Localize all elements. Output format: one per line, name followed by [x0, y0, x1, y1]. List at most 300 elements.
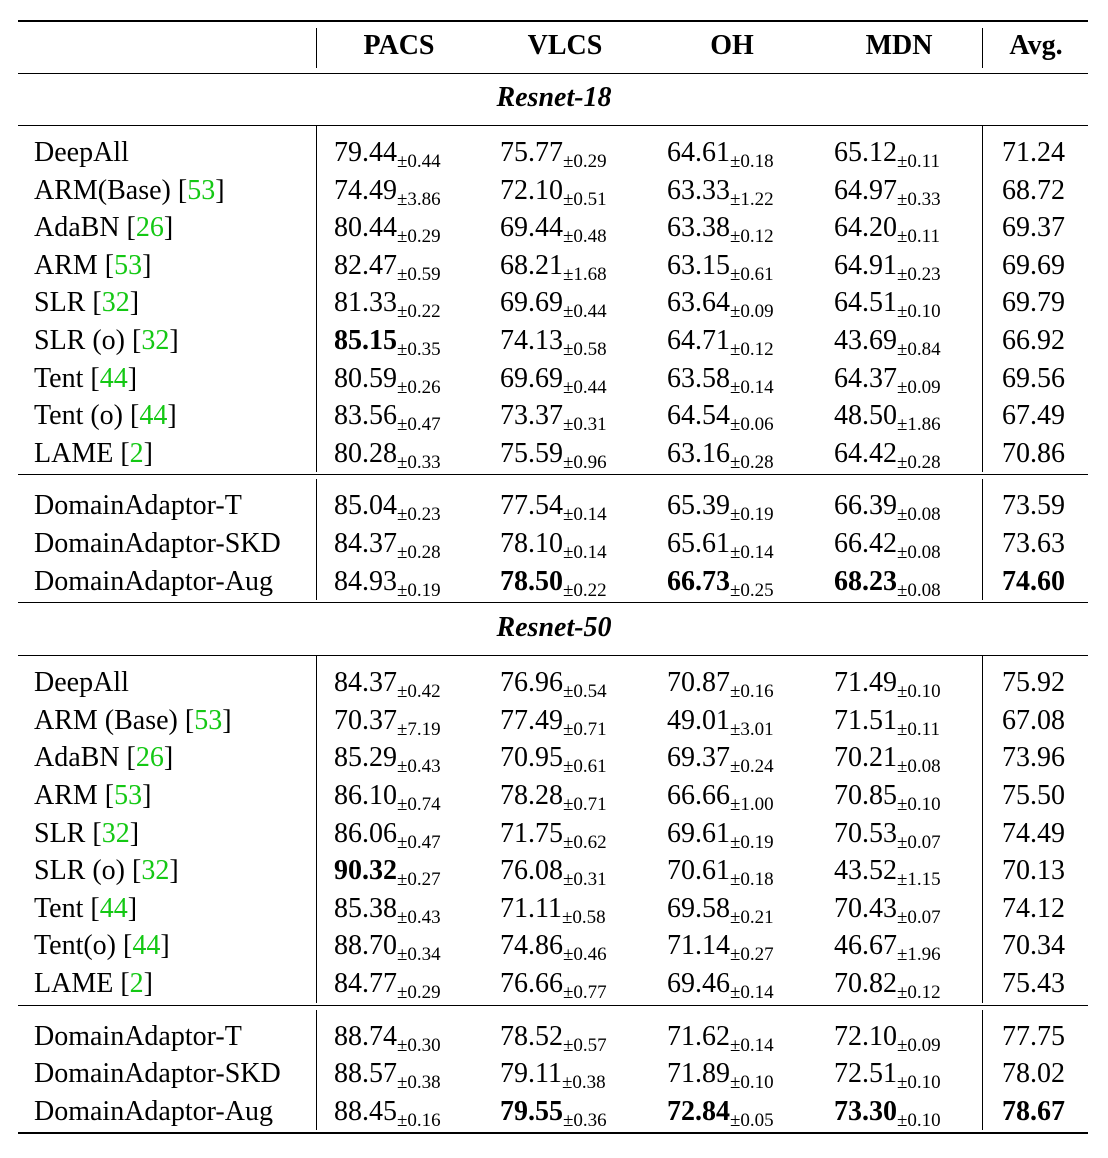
std-dev: ±0.16: [730, 681, 774, 703]
value: 80.44: [334, 212, 397, 244]
cell-avg: 69.79: [1002, 287, 1065, 319]
cell-vlcs: [500, 815, 607, 856]
citation-link[interactable]: 44: [139, 400, 168, 432]
std-dev: ±0.58: [563, 339, 607, 360]
value: 63.16: [667, 437, 730, 469]
cell-avg: 68.72: [1002, 174, 1065, 206]
value: 82.47: [334, 249, 397, 281]
cell-mdn: [834, 927, 941, 968]
std-dev: ±1.15: [897, 869, 941, 891]
std-dev: ±0.74: [397, 794, 441, 815]
cell-oh: [667, 284, 774, 325]
cell-pacs: [334, 322, 441, 363]
value: 68.21: [500, 249, 563, 281]
std-dev: ±0.84: [897, 339, 941, 360]
std-dev: ±0.09: [730, 301, 774, 323]
section-title: Resnet-50: [496, 612, 612, 644]
std-dev: ±0.14: [730, 376, 774, 398]
cell-pacs: [334, 890, 441, 931]
cell-pacs: [334, 209, 441, 250]
cell-mdn: [834, 435, 941, 476]
value: 76.96: [500, 667, 563, 699]
cell-vlcs: [500, 927, 607, 968]
value: 78.10: [500, 528, 563, 559]
cell-avg: 77.75: [1002, 1020, 1065, 1052]
table-row: [0, 487, 1108, 525]
cell-avg: 78.67: [1002, 1095, 1065, 1127]
value: 70.37: [334, 704, 397, 736]
cell-oh: [667, 890, 774, 931]
cell-mdn: [834, 247, 941, 288]
cell-avg: 74.60: [1002, 565, 1065, 597]
value: 69.44: [500, 212, 563, 244]
method-cell: SLR (o) [32]: [34, 855, 179, 887]
value: 86.10: [334, 780, 397, 811]
std-dev: ±0.22: [397, 301, 441, 323]
cell-vlcs: [500, 397, 607, 438]
value: 71.89: [667, 1058, 730, 1090]
cell-oh: [667, 247, 774, 288]
std-dev: ±0.31: [563, 869, 607, 891]
cell-pacs: [334, 563, 441, 604]
cell-oh: [667, 927, 774, 968]
cell-pacs: [334, 702, 441, 743]
table-row: [0, 852, 1108, 890]
cell-pacs: [334, 739, 441, 780]
value: 69.37: [667, 742, 730, 774]
value: 65.39: [667, 490, 730, 522]
method-cell: Tent [44]: [34, 892, 138, 924]
value: 64.71: [667, 325, 730, 356]
citation-link[interactable]: 32: [101, 287, 130, 319]
std-dev: ±0.12: [730, 339, 774, 360]
cell-avg: 73.63: [1002, 528, 1065, 559]
cell-avg: 70.34: [1002, 930, 1065, 962]
citation-link[interactable]: 44: [132, 930, 161, 962]
table-row: [0, 172, 1108, 210]
std-dev: ±0.07: [897, 906, 941, 928]
value: 71.11: [500, 892, 562, 924]
std-dev: ±1.22: [730, 188, 774, 210]
table-row: [0, 360, 1108, 398]
std-dev: ±0.08: [897, 504, 941, 526]
std-dev: ±0.11: [897, 718, 940, 740]
method-name: SLR (o): [34, 855, 125, 887]
header-rule: [18, 73, 1088, 74]
value: 71.49: [834, 667, 897, 699]
method-name: Tent: [34, 362, 84, 394]
method-cell: AdaBN [26]: [34, 212, 174, 244]
method-name: ARM(Base): [34, 174, 171, 206]
value: 71.75: [500, 817, 563, 849]
std-dev: ±0.31: [563, 414, 607, 436]
cell-vlcs: [500, 777, 607, 818]
value: 64.54: [667, 400, 730, 432]
std-dev: ±0.57: [563, 1034, 607, 1056]
method-cell: [34, 664, 129, 702]
std-dev: ±0.27: [730, 944, 774, 966]
cell-vlcs: [500, 284, 607, 325]
method-name: Tent: [34, 892, 84, 924]
column-divider-right: [982, 1010, 983, 1131]
value: 64.37: [834, 362, 897, 394]
citation-link[interactable]: 2: [129, 968, 144, 999]
value: 88.45: [334, 1095, 397, 1127]
citation-link[interactable]: 44: [99, 892, 128, 924]
std-dev: ±0.51: [563, 188, 607, 210]
column-divider-left: [316, 656, 317, 1002]
cell-pacs: [334, 777, 441, 818]
cell-oh: [667, 134, 774, 175]
method-name: ARM: [34, 780, 105, 811]
std-dev: ±0.11: [897, 151, 940, 172]
cell-oh: [667, 487, 774, 528]
std-dev: ±0.44: [563, 301, 607, 323]
table-row: [0, 397, 1108, 435]
std-dev: ±0.11: [897, 226, 940, 248]
std-dev: ±0.44: [397, 151, 441, 172]
value: 71.62: [667, 1020, 730, 1052]
value: 70.82: [834, 968, 897, 999]
std-dev: ±7.19: [397, 718, 441, 740]
method-name: ARM: [34, 249, 98, 281]
cell-avg: 69.69: [1002, 249, 1065, 281]
std-dev: ±0.42: [397, 681, 441, 703]
method-cell: [34, 1093, 273, 1131]
std-dev: ±0.35: [397, 339, 441, 360]
std-dev: ±0.34: [397, 944, 441, 966]
std-dev: ±0.07: [897, 831, 941, 853]
col-header-pacs: PACS: [363, 30, 435, 61]
value: 72.84: [667, 1095, 730, 1127]
method-name: DomainAdaptor-Aug: [34, 1095, 273, 1127]
cell-mdn: [834, 664, 941, 705]
value: 77.49: [500, 704, 563, 736]
cell-vlcs: [500, 172, 607, 213]
value: 70.95: [500, 742, 563, 774]
cell-pacs: [334, 664, 441, 705]
cell-pacs: [334, 360, 441, 401]
std-dev: ±0.18: [730, 869, 774, 891]
cell-vlcs: [500, 1055, 606, 1096]
std-dev: ±0.12: [730, 226, 774, 248]
cell-avg: 74.12: [1002, 892, 1065, 924]
value: 70.43: [834, 892, 897, 924]
cell-mdn: [834, 172, 941, 213]
citation-link[interactable]: 32: [141, 855, 170, 887]
citation-link[interactable]: 2: [129, 437, 144, 469]
value: 74.49: [334, 174, 397, 206]
std-dev: ±0.43: [397, 906, 441, 928]
cell-avg: 70.86: [1002, 437, 1065, 469]
value: 80.28: [334, 437, 397, 469]
col-header-oh: OH: [710, 30, 754, 61]
value: 85.29: [334, 742, 397, 774]
cell-oh: [667, 1093, 774, 1134]
cell-pacs: [334, 487, 441, 528]
method-cell: [34, 563, 273, 601]
table-row: [0, 1093, 1108, 1131]
value: 73.30: [834, 1095, 897, 1127]
cell-mdn: [834, 815, 941, 856]
value: 84.37: [334, 528, 397, 559]
table-row: [0, 322, 1108, 360]
method-name: Tent(o): [34, 930, 117, 962]
table-row: [0, 777, 1108, 815]
method-cell: [34, 1018, 242, 1056]
citation-link[interactable]: 53: [114, 780, 143, 811]
table-row: [0, 525, 1108, 563]
std-dev: ±0.43: [397, 756, 441, 778]
cell-mdn: [834, 360, 941, 401]
value: 74.13: [500, 325, 563, 356]
std-dev: ±0.61: [563, 756, 607, 778]
table-row: [0, 965, 1108, 1003]
cell-vlcs: [500, 134, 607, 175]
citation-link[interactable]: 53: [187, 174, 216, 206]
std-dev: ±0.19: [730, 504, 774, 526]
cell-pacs: [334, 284, 441, 325]
cell-oh: [667, 209, 774, 250]
value: 76.08: [500, 855, 563, 887]
col-header-avg: Avg.: [1009, 30, 1063, 61]
std-dev: ±0.16: [397, 1109, 441, 1131]
cell-avg: 75.43: [1002, 968, 1065, 999]
method-name: DomainAdaptor-SKD: [34, 1058, 281, 1090]
header-divider-left: [316, 28, 317, 68]
std-dev: ±0.38: [397, 1072, 441, 1094]
value: 80.59: [334, 362, 397, 394]
value: 66.73: [667, 565, 730, 597]
cell-mdn: [834, 563, 941, 604]
method-cell: ARM(Base) [53]: [34, 174, 225, 206]
method-cell: Tent(o) [44]: [34, 930, 170, 962]
std-dev: ±0.28: [897, 451, 941, 473]
value: 74.86: [500, 930, 563, 962]
column-divider-left: [316, 126, 317, 472]
citation-link[interactable]: 32: [101, 817, 130, 849]
citation-link[interactable]: 26: [135, 742, 164, 774]
bottom-rule: [18, 1132, 1088, 1134]
cell-avg: 70.13: [1002, 855, 1065, 887]
std-dev: ±0.71: [563, 718, 607, 740]
std-dev: ±0.08: [897, 756, 941, 778]
std-dev: ±0.96: [563, 451, 607, 473]
value: 72.10: [500, 174, 563, 206]
value: 64.20: [834, 212, 897, 244]
std-dev: ±0.24: [730, 756, 774, 778]
cell-vlcs: [500, 322, 607, 363]
cell-avg: 71.24: [1002, 137, 1065, 168]
cell-pacs: [334, 435, 441, 476]
cell-mdn: [834, 134, 940, 175]
value: 72.10: [834, 1020, 897, 1052]
citation-link[interactable]: 53: [194, 704, 223, 736]
std-dev: ±1.68: [563, 263, 607, 285]
table-row: [0, 664, 1108, 702]
cell-mdn: [834, 777, 941, 818]
std-dev: ±0.18: [730, 151, 774, 172]
value: 88.57: [334, 1058, 397, 1090]
method-name: LAME: [34, 437, 114, 469]
cell-mdn: [834, 890, 941, 931]
table-row: [0, 739, 1108, 777]
value: 46.67: [834, 930, 897, 962]
column-divider-right: [982, 656, 983, 1002]
value: 70.87: [667, 667, 730, 699]
cell-oh: [667, 965, 774, 1006]
value: 69.69: [500, 287, 563, 319]
cell-avg: 69.37: [1002, 212, 1065, 244]
std-dev: ±0.21: [730, 906, 774, 928]
value: 65.12: [834, 137, 897, 168]
citation-link[interactable]: 32: [141, 325, 170, 356]
citation-link[interactable]: 26: [135, 212, 164, 244]
table-row: [0, 209, 1108, 247]
method-name: DeepAll: [34, 137, 129, 168]
value: 79.55: [500, 1095, 563, 1127]
std-dev: ±0.10: [897, 681, 941, 703]
value: 64.91: [834, 249, 897, 281]
group-rule: [18, 1005, 1088, 1006]
std-dev: ±0.33: [397, 451, 441, 473]
method-name: AdaBN: [34, 212, 120, 244]
method-cell: ARM (Base) [53]: [34, 704, 232, 736]
cell-vlcs: [500, 360, 607, 401]
header-divider-right: [982, 28, 983, 68]
cell-vlcs: [500, 965, 607, 1006]
std-dev: ±0.36: [563, 1109, 607, 1131]
value: 69.58: [667, 892, 730, 924]
value: 88.70: [334, 930, 397, 962]
std-dev: ±0.29: [397, 226, 441, 248]
method-name: SLR: [34, 817, 86, 849]
value: 64.42: [834, 437, 897, 469]
cell-oh: [667, 1018, 774, 1059]
method-name: ARM (Base): [34, 704, 185, 736]
std-dev: ±0.47: [397, 831, 441, 853]
table-row: [0, 435, 1108, 473]
cell-mdn: [834, 852, 941, 893]
cell-oh: [667, 1055, 774, 1096]
std-dev: ±0.14: [730, 1034, 774, 1056]
method-cell: ARM [53]: [34, 780, 152, 811]
value: 43.52: [834, 855, 897, 887]
cell-mdn: [834, 322, 941, 363]
cell-pacs: [334, 1055, 441, 1096]
std-dev: ±0.09: [897, 376, 941, 398]
method-cell: Tent (o) [44]: [34, 400, 177, 432]
value: 78.52: [500, 1020, 563, 1052]
std-dev: ±0.54: [563, 681, 607, 703]
std-dev: ±1.00: [730, 794, 774, 815]
value: 85.15: [334, 325, 397, 356]
value: 48.50: [834, 400, 897, 432]
value: 63.15: [667, 249, 730, 281]
citation-link[interactable]: 53: [114, 249, 143, 281]
std-dev: ±0.12: [897, 982, 941, 1003]
cell-oh: [667, 777, 774, 818]
std-dev: ±0.28: [397, 542, 441, 563]
value: 43.69: [834, 325, 897, 356]
value: 83.56: [334, 400, 397, 432]
std-dev: ±0.33: [897, 188, 941, 210]
value: 70.61: [667, 855, 730, 887]
method-cell: SLR [32]: [34, 817, 140, 849]
cell-vlcs: [500, 525, 607, 566]
method-name: SLR (o): [34, 325, 125, 356]
std-dev: ±0.29: [563, 151, 607, 172]
method-cell: SLR (o) [32]: [34, 325, 179, 356]
citation-link[interactable]: 44: [99, 362, 128, 394]
cell-oh: [667, 525, 774, 566]
cell-oh: [667, 815, 774, 856]
cell-oh: [667, 322, 774, 363]
cell-avg: 75.50: [1002, 780, 1065, 811]
table-row: [0, 134, 1108, 172]
group-rule: [18, 474, 1088, 475]
value: 63.58: [667, 362, 730, 394]
col-header-mdn: MDN: [865, 30, 933, 61]
cell-oh: [667, 563, 774, 604]
value: 69.46: [667, 968, 730, 999]
value: 72.51: [834, 1058, 897, 1090]
std-dev: ±0.26: [397, 376, 441, 398]
section-end-rule: [18, 602, 1088, 603]
value: 66.39: [834, 490, 897, 522]
value: 70.53: [834, 817, 897, 849]
table-row: [0, 1055, 1108, 1093]
cell-mdn: [834, 1093, 941, 1134]
value: 66.42: [834, 528, 897, 559]
column-divider-left: [316, 1010, 317, 1131]
value: 71.14: [667, 930, 730, 962]
cell-pacs: [334, 1093, 441, 1134]
table-row: [0, 563, 1108, 601]
column-divider-right: [982, 479, 983, 600]
cell-avg: 67.08: [1002, 704, 1065, 736]
std-dev: ±0.30: [397, 1034, 441, 1056]
cell-vlcs: [500, 247, 607, 288]
value: 76.66: [500, 968, 563, 999]
cell-pacs: [334, 815, 441, 856]
std-dev: ±0.10: [897, 301, 941, 323]
table-row: [0, 927, 1108, 965]
value: 77.54: [500, 490, 563, 522]
cell-avg: 74.49: [1002, 817, 1065, 849]
method-cell: [34, 1055, 281, 1093]
method-name: Tent (o): [34, 400, 124, 432]
cell-vlcs: [500, 890, 606, 931]
cell-avg: 66.92: [1002, 325, 1065, 356]
std-dev: ±0.14: [730, 982, 774, 1003]
cell-pacs: [334, 134, 441, 175]
value: 49.01: [667, 704, 730, 736]
cell-mdn: [834, 397, 941, 438]
cell-mdn: [834, 965, 941, 1006]
cell-pacs: [334, 1018, 441, 1059]
std-dev: ±0.47: [397, 414, 441, 436]
cell-avg: 75.92: [1002, 667, 1065, 699]
cell-mdn: [834, 209, 940, 250]
value: 65.61: [667, 528, 730, 559]
column-divider-left: [316, 479, 317, 600]
cell-vlcs: [500, 487, 607, 528]
std-dev: ±0.22: [563, 579, 607, 601]
value: 78.28: [500, 780, 563, 811]
value: 79.11: [500, 1058, 562, 1090]
value: 73.37: [500, 400, 563, 432]
